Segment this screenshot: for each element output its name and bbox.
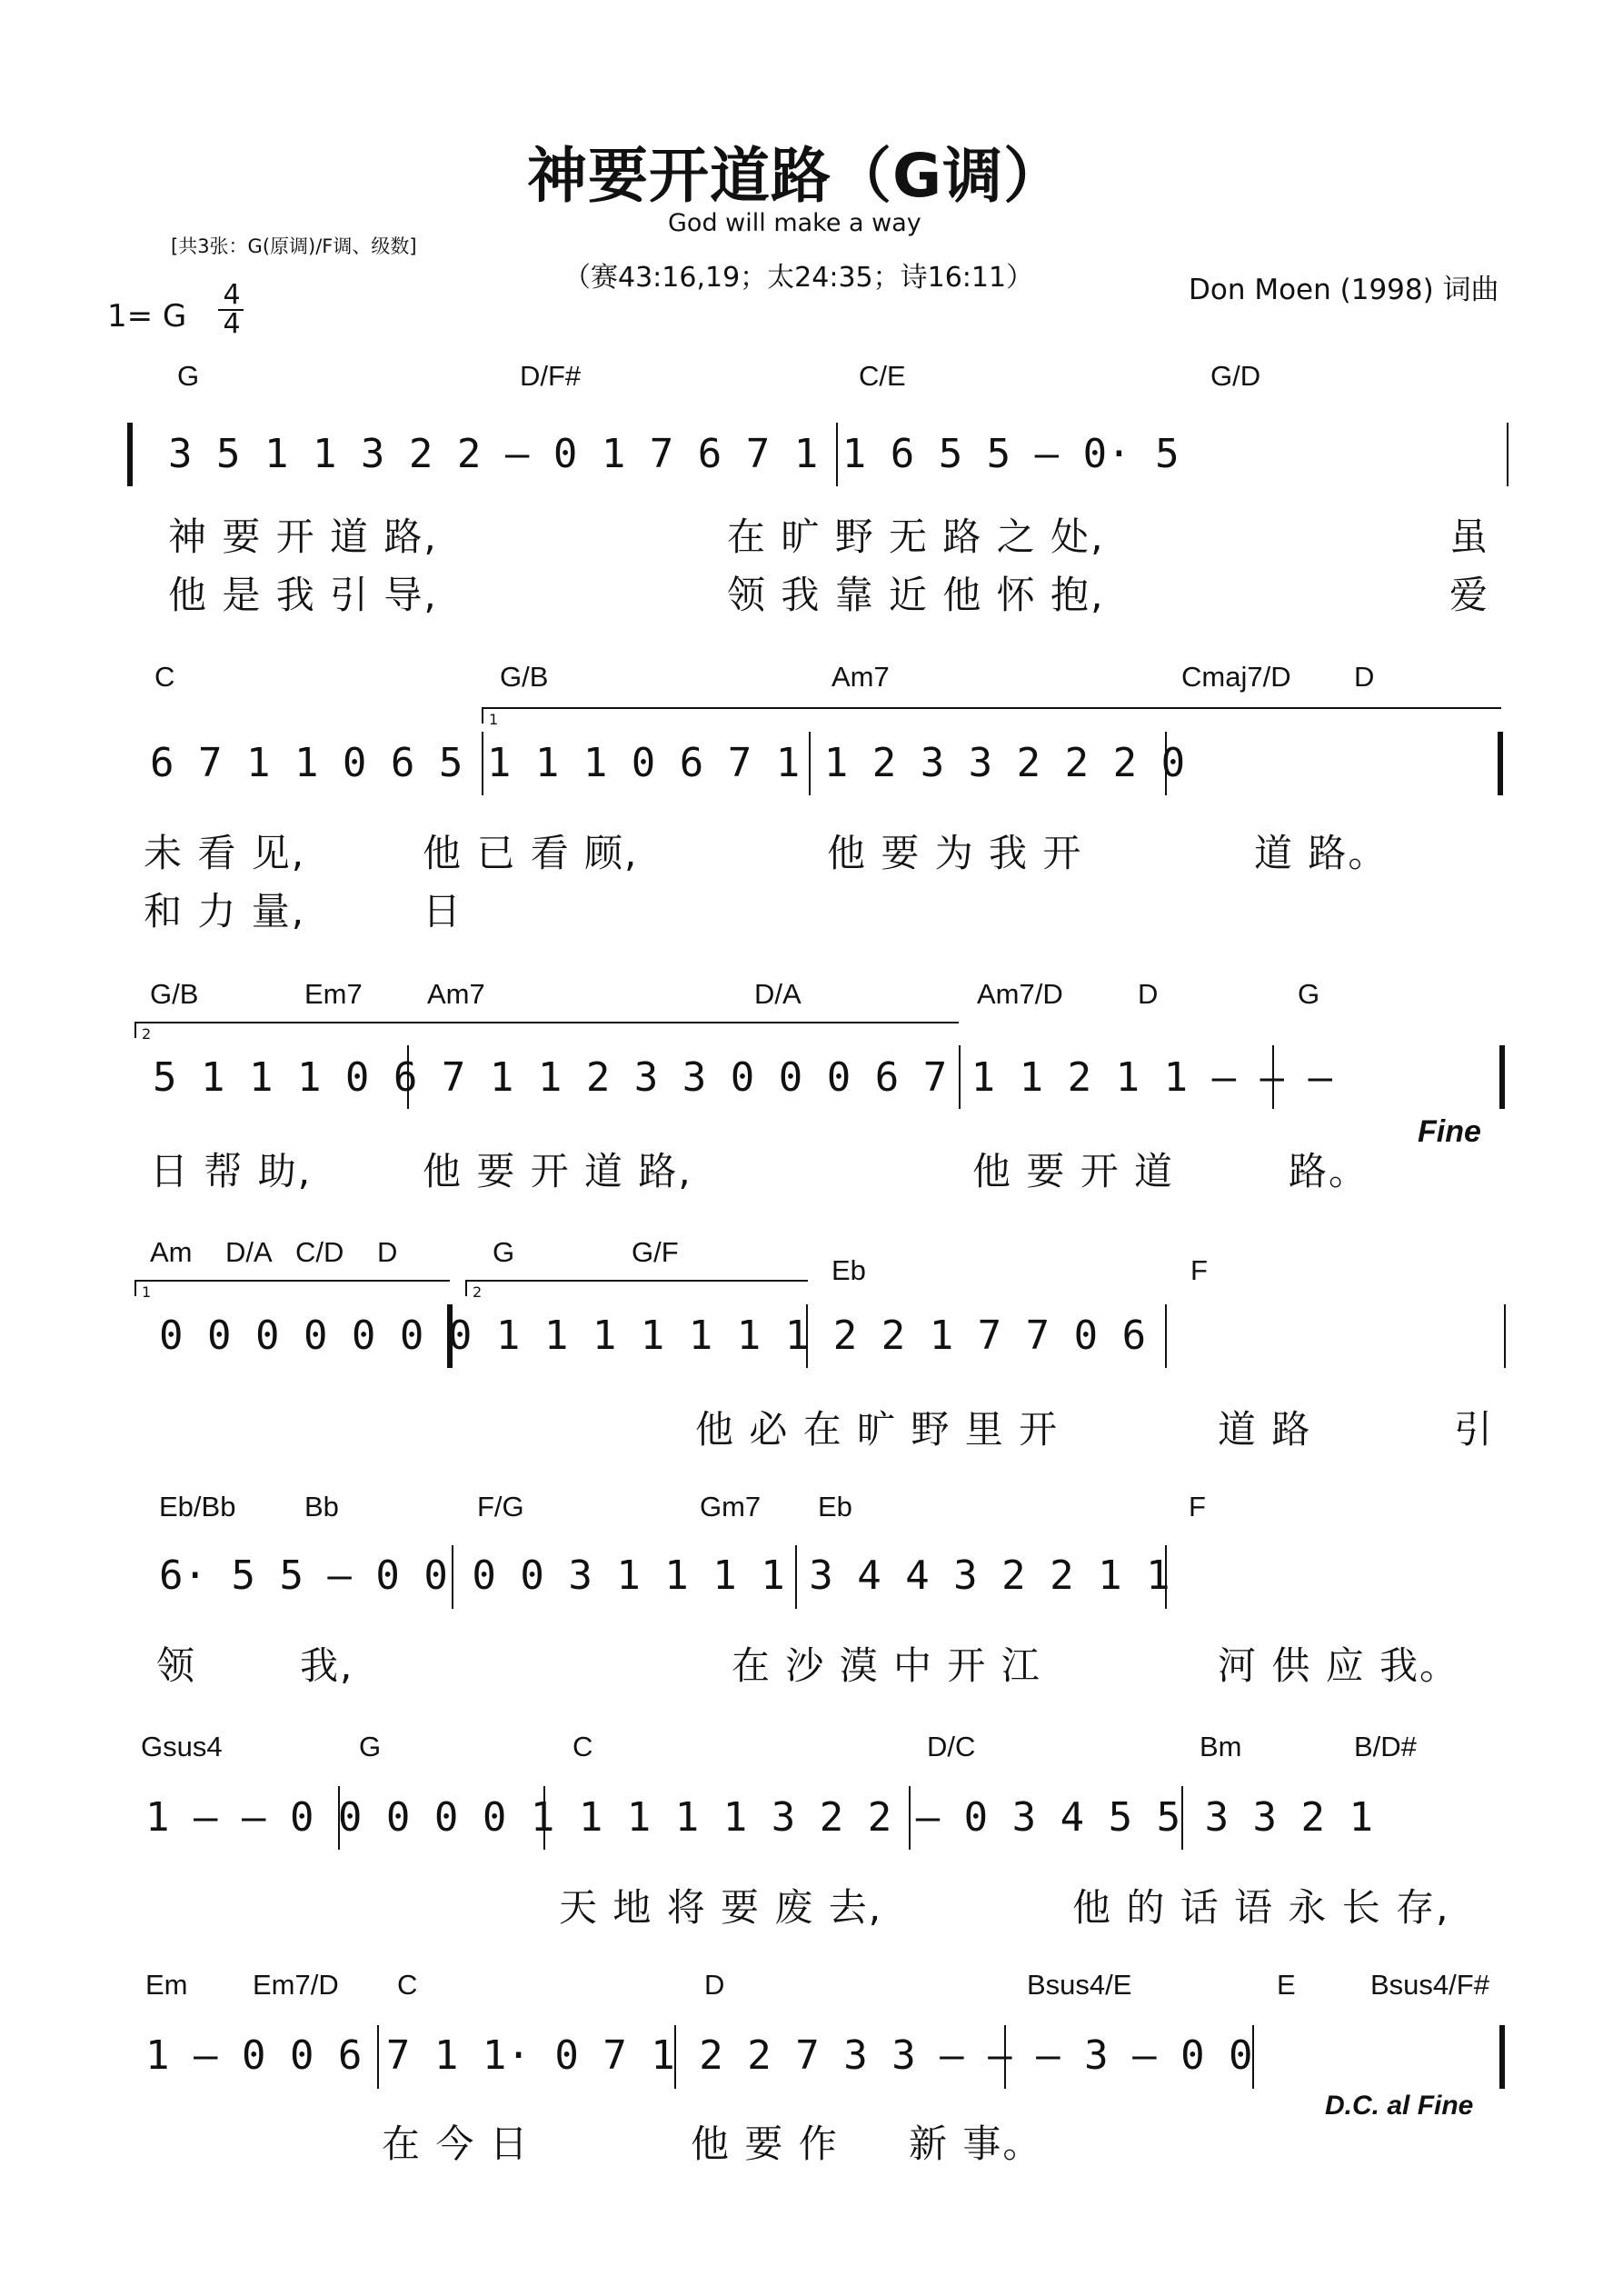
chord: G/D (1210, 360, 1261, 392)
composer-credit: Don Moen (1998) 词曲 (1189, 274, 1499, 306)
chord: Em (145, 1969, 188, 2001)
final-barline (1499, 2025, 1505, 2089)
barline (1507, 423, 1508, 486)
lyric: 他 的 话 语 永 长 存, (1072, 1885, 1450, 1930)
notation-line: 1 – – 0 0 0 0 0 1 1 1 1 1 3 2 2 – 0 3 4 5 5 3 3 2 1 (145, 1794, 1374, 1841)
lyric: 虽 (1449, 514, 1490, 559)
chord: Bm (1200, 1731, 1242, 1762)
chord: F/G (477, 1491, 524, 1522)
second-ending-bracket (134, 1022, 959, 1043)
chord: E (1277, 1969, 1296, 2001)
chord: G (177, 360, 200, 392)
chord: G (359, 1731, 382, 1762)
second-ending-bracket (465, 1280, 808, 1301)
chord: D (377, 1236, 398, 1268)
english-subtitle: God will make a way (668, 209, 921, 237)
lyric: 他 必 在 旷 野 里 开 (695, 1407, 1060, 1452)
chord: Eb (831, 1254, 866, 1286)
chord: D/C (927, 1731, 976, 1762)
lyric: 河 供 应 我。 (1218, 1643, 1460, 1688)
lyric: 领 我 靠 近 他 怀 抱, (727, 573, 1105, 617)
chord: C/E (859, 360, 906, 392)
sheet-note: [共3张：G(原调)/F调、级数] (171, 235, 417, 257)
chord: G/F (632, 1236, 679, 1268)
volta-number: 1 (489, 711, 499, 728)
volta-number: 2 (142, 1025, 152, 1043)
lyric: 引 (1454, 1407, 1495, 1452)
chord: C (154, 661, 175, 693)
lyric: 神 要 开 道 路, (168, 514, 438, 559)
first-ending-bracket (482, 707, 1501, 728)
lyric: 未 看 见, (144, 831, 306, 875)
lyric: 我, (300, 1643, 354, 1688)
time-signature-top: 4 (223, 279, 241, 311)
chord: D (1138, 978, 1159, 1010)
chord: Am (150, 1236, 193, 1268)
lyric: 他 已 看 顾, (423, 831, 639, 875)
chord: Bsus4/E (1027, 1969, 1132, 2001)
chord: G (1298, 978, 1320, 1010)
notation-line: 3 5 1 1 3 2 2 – 0 1 7 6 7 1 1 6 5 5 – 0· 5 (168, 431, 1180, 477)
fine-marking: Fine (1418, 1114, 1481, 1149)
chord: B/D# (1354, 1731, 1417, 1762)
lyric: 日 (423, 889, 463, 933)
chord: Cmaj7/D (1181, 661, 1291, 693)
chord: D/F# (520, 360, 582, 392)
lyric: 他 要 作 (691, 2121, 839, 2166)
chord: D/A (225, 1236, 273, 1268)
notation-line: 0 0 0 0 0 0 0 1 1 1 1 1 1 1 2 2 1 7 7 0 6 (159, 1313, 1147, 1359)
repeat-start-barline (127, 423, 133, 486)
key-signature: 1= G (107, 298, 187, 334)
lyric: 路。 (1289, 1149, 1369, 1193)
time-signature (218, 279, 245, 340)
chord: F (1189, 1491, 1206, 1522)
chord: Em7 (304, 978, 363, 1010)
chord: Am7 (427, 978, 485, 1010)
lyric: 他 要 开 道 (972, 1149, 1175, 1193)
scripture-references: （赛43:16,19；太24:35；诗16:11） (563, 262, 1034, 294)
barline (1504, 1304, 1506, 1368)
volta-number: 1 (142, 1283, 152, 1301)
lyric: 新 事。 (909, 2121, 1043, 2166)
notation-line: 6 7 1 1 0 6 5 1 1 1 0 6 7 1 1 2 3 3 2 2 2 0 (150, 740, 1186, 786)
time-signature-bottom: 4 (223, 308, 241, 340)
barline (1165, 1304, 1167, 1368)
notation-line: 1 – 0 0 6 7 1 1· 0 7 1 2 2 7 3 3 – – – 3 – 0 0 (145, 2032, 1253, 2079)
final-barline (1499, 1045, 1505, 1109)
dc-al-fine-marking: D.C. al Fine (1325, 2091, 1474, 2121)
chord: D/A (754, 978, 802, 1010)
lyric: 在 沙 漠 中 开 江 (732, 1643, 1041, 1688)
chord: D (704, 1969, 725, 2001)
lyric: 在 今 日 (382, 2121, 530, 2166)
chord: Eb/Bb (159, 1491, 236, 1522)
lyric: 他 要 为 我 开 (827, 831, 1083, 875)
repeat-end-barline (1498, 732, 1503, 795)
lyric: 在 旷 野 无 路 之 处, (727, 514, 1105, 559)
chord: Em7/D (253, 1969, 339, 2001)
chord: G/B (500, 661, 549, 693)
chord: C (573, 1731, 593, 1762)
lyric: 道 路。 (1254, 831, 1389, 875)
lyric: 他 要 开 道 路, (423, 1149, 692, 1193)
chord: Am7/D (977, 978, 1063, 1010)
lyric: 爱 (1449, 573, 1490, 617)
chord: D (1354, 661, 1375, 693)
lyric: 天 地 将 要 废 去, (559, 1885, 883, 1930)
chord: F (1190, 1254, 1208, 1286)
lyric: 道 路 (1218, 1407, 1312, 1452)
chord: C/D (295, 1236, 344, 1268)
chord: G/B (150, 978, 199, 1010)
chord: Bsus4/F# (1370, 1969, 1489, 2001)
notation-line: 5 1 1 1 0 6 7 1 1 2 3 3 0 0 0 6 7 1 1 2 1 1 – – – (153, 1054, 1333, 1101)
lyric: 他 是 我 引 导, (168, 573, 438, 617)
notation-line: 6· 5 5 – 0 0 0 0 3 1 1 1 1 3 4 4 3 2 2 1 1 (159, 1552, 1170, 1599)
chord: Bb (304, 1491, 339, 1522)
page-title: 神要开道路（G调） (527, 141, 1065, 211)
chord: Gsus4 (141, 1731, 223, 1762)
lyric: 日 帮 助, (150, 1149, 313, 1193)
chord: C (397, 1969, 418, 2001)
first-ending-bracket (134, 1280, 450, 1301)
volta-number: 2 (473, 1283, 483, 1301)
lyric: 和 力 量, (144, 889, 306, 933)
chord: Eb (818, 1491, 852, 1522)
chord: Gm7 (700, 1491, 762, 1522)
chord: G (493, 1236, 515, 1268)
lyric: 领 (156, 1643, 197, 1688)
chord: Am7 (831, 661, 890, 693)
